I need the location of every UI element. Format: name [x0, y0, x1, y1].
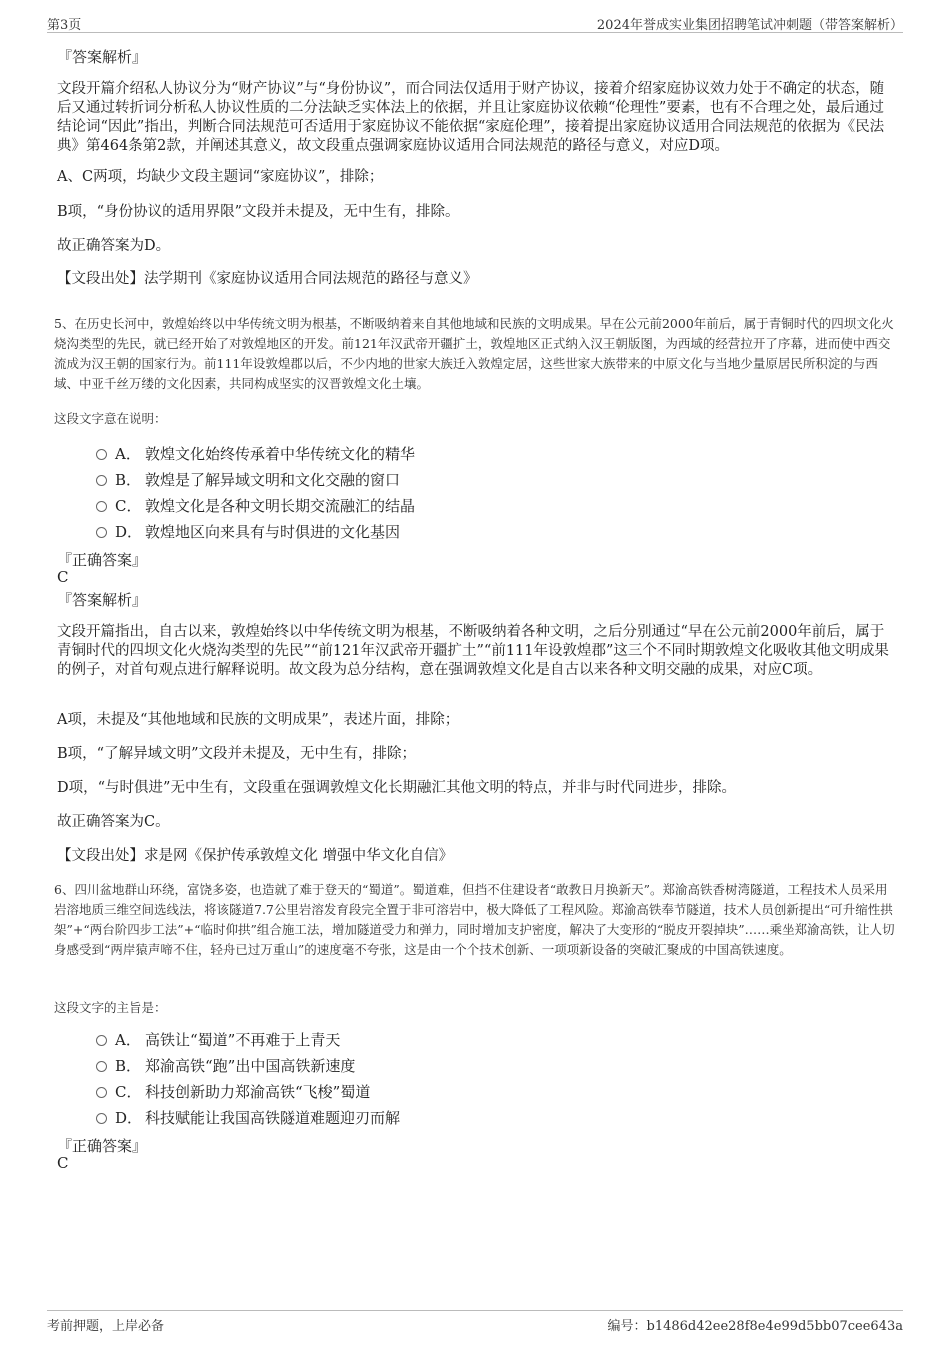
radio-icon[interactable] [96, 1087, 107, 1098]
correct-answer-label: 『正确答案』 [57, 551, 148, 569]
question-6-option-d[interactable]: D． 科技赋能让我国高铁隧道难题迎刃而解 [96, 1107, 400, 1129]
question-5-prompt: 这段文字意在说明： [54, 411, 167, 426]
correct-answer-label: 『正确答案』 [57, 1137, 148, 1155]
question-6-option-b[interactable]: B． 郑渝高铁“跑”出中国高铁新速度 [96, 1055, 355, 1077]
passage-source: 【文段出处】求是网《保护传承敦煌文化 增强中华文化自信》 [57, 848, 454, 864]
analysis-option-ac: A、C两项，均缺少文段主题词“家庭协议”，排除； [57, 169, 384, 185]
analysis-option-d: D项，“与时俱进”无中生有，文段重在强调敦煌文化长期融汇其他文明的特点，并非与时代同进步，排除。 [57, 780, 736, 796]
radio-icon[interactable] [96, 527, 107, 538]
question-6-option-a[interactable]: A． 高铁让“蜀道”不再难于上青天 [96, 1029, 340, 1051]
radio-icon[interactable] [96, 475, 107, 486]
question-5-option-a[interactable]: A． 敦煌文化始终传承着中华传统文化的精华 [96, 443, 415, 465]
passage-source: 【文段出处】法学期刊《家庭协议适用合同法规范的路径与意义》 [57, 271, 478, 287]
radio-icon[interactable] [96, 1061, 107, 1072]
analysis-label: 『答案解析』 [57, 591, 148, 609]
footer-slogan: 考前押题，上岸必备 [47, 1319, 165, 1334]
page-footer [47, 1310, 903, 1334]
analysis-option-b: B项，“身份协议的适用界限”文段并未提及，无中生有，排除。 [57, 204, 460, 220]
question-5-option-c[interactable]: C． 敦煌文化是各种文明长期交流融汇的结晶 [96, 495, 415, 517]
analysis-option-b: B项，“了解异域文明”文段并未提及，无中生有，排除； [57, 746, 416, 762]
question-6-option-c[interactable]: C． 科技创新助力郑渝高铁“飞梭”蜀道 [96, 1081, 370, 1103]
radio-icon[interactable] [96, 1035, 107, 1046]
page-header [47, 10, 903, 33]
question-5-option-b[interactable]: B． 敦煌是了解异域文明和文化交融的窗口 [96, 469, 400, 491]
correct-answer: C [57, 568, 69, 586]
page-number: 第3页 [47, 18, 82, 33]
correct-answer: C [57, 1154, 69, 1172]
question-5-option-d[interactable]: D． 敦煌地区向来具有与时俱进的文化基因 [96, 521, 400, 543]
radio-icon[interactable] [96, 1113, 107, 1124]
document-title: 2024年誉成实业集团招聘笔试冲刺题（带答案解析） [596, 18, 903, 33]
document-code: 编号：b1486d42ee28f8e4e99d5bb07cee643a [607, 1319, 903, 1334]
radio-icon[interactable] [96, 449, 107, 460]
analysis-label: 『答案解析』 [57, 48, 148, 66]
question-5-stem: 5、在历史长河中，敦煌始终以中华传统文明为根基，不断吸纳着来自其他地域和民族的文明成果。早在公元前2000年前后，属于青铜时代的四坝文化火烧沟类型的先民，就已经开始了对敦煌地区的开发。前121年汉武帝开疆扩土，敦煌地区正式纳入汉王朝版图，为西域的经营拉开了序幕，进而使中西交流成为汉王朝的国家行为。前111年设敦煌郡以后，不少内地的世家大族迁入敦煌定居，这些世家大族带来的中原文化与当地少量原居民所积淀的与西域、中亚千丝万缕的文化因素，共同构成坚实的汉晋敦煌文化土壤。 [54, 316, 894, 391]
analysis-conclusion: 故正确答案为D。 [57, 238, 171, 254]
question-6-prompt: 这段文字的主旨是： [54, 1000, 167, 1015]
analysis-option-a: A项，未提及“其他地域和民族的文明成果”，表述片面，排除； [57, 712, 460, 728]
radio-icon[interactable] [96, 501, 107, 512]
question-6-stem: 6、四川盆地群山环绕，富饶多姿，也造就了难于登天的“蜀道”。蜀道难，但挡不住建设者“敢教日月换新天”。郑渝高铁香树湾隧道，工程技术人员采用岩溶地质三维空间选线法，将该隧道7.7公里岩溶发育段完全置于非可溶岩中，极大降低了工程风险。郑渝高铁奉节隧道，技术人员创新提出“可升缩性拱架”+“两台阶四步工法”+“临时仰拱”组合施工法，增加隧道受力和弹力，同时增加支护密度，解决了大变形的“脱皮开裂掉块”……乘坐郑渝高铁，让人切身感受到“两岸猿声啼不住，轻舟已过万重山”的速度毫不夸张，这是由一个个技术创新、一项项新设备的突破汇聚成的中国高铁速度。 [54, 882, 895, 957]
analysis-text: 文段开篇指出，自古以来，敦煌始终以中华传统文明为根基，不断吸纳着各种文明，之后分别通过“早在公元前2000年前后，属于青铜时代的四坝文化火烧沟类型的先民”“前121年汉武帝开疆扩土”“前111年设敦煌郡”这三个不同时期敦煌文化吸收其他文明成果的例子，对首句观点进行解释说明。故文段为总分结构，意在强调敦煌文化是自古以来各种文明交融的成果，对应C项。 [57, 624, 889, 678]
analysis-text: 文段开篇介绍私人协议分为“财产协议”与“身份协议”，而合同法仅适用于财产协议，接着介绍家庭协议效力处于不确定的状态，随后又通过转折词分析私人协议性质的二分法缺乏实体法上的依据，并且让家庭协议依赖“伦理性”要素，也有不合理之处，最后通过结论词“因此”指出，判断合同法规范可否适用于家庭协议不能依据“家庭伦理”，接着提出家庭协议适用合同法规范的依据为《民法典》第464条第2款，并阐述其意义，故文段重点强调家庭协议适用合同法规范的路径与意义，对应D项。 [57, 81, 885, 154]
analysis-conclusion: 故正确答案为C。 [57, 814, 170, 830]
